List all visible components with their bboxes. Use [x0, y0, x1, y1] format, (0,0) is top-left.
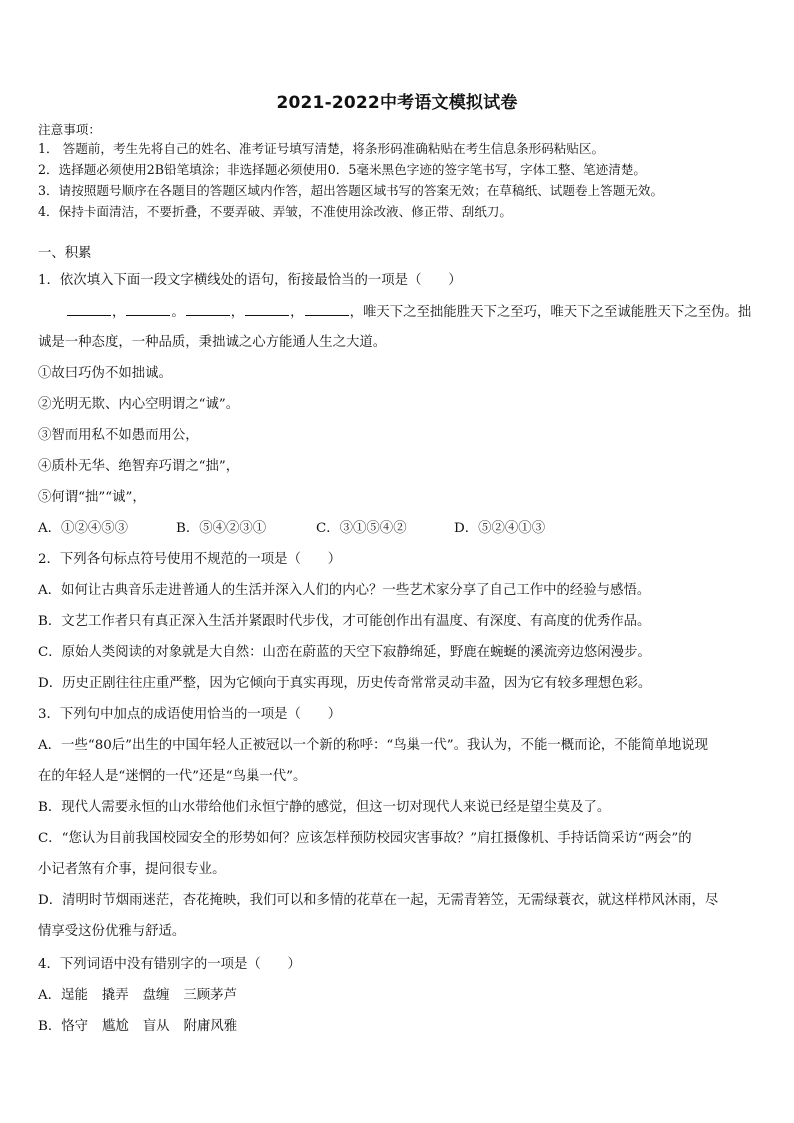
option-c-line-2: 小记者煞有介事，提问很专业。: [38, 862, 226, 877]
question-1-options: [38, 520, 758, 538]
word: 附庸风雅: [183, 1019, 238, 1034]
fill-blank: [305, 303, 349, 316]
question-1-stem: 1．依次填入下面一段文字横线处的语句，衔接最恰当的一项是（ ）: [38, 273, 462, 288]
fill-blank: [126, 303, 170, 316]
option-d: D．⑤②④①③: [454, 521, 546, 536]
question-1-item: ④质朴无华、绝智弃巧谓之“拙”，: [38, 459, 240, 474]
notice-item: 1． 答题前，考生先将自己的姓名、准考证号填写清楚，将条形码准确粘贴在考生信息条形码粘贴区。: [38, 141, 605, 156]
page-title: 2021-2022中考语文模拟试卷: [276, 93, 518, 113]
fill-blank: [67, 303, 111, 316]
option-d-line-1: D．清明时节烟雨迷茫，杏花掩映，我们可以和多情的花草在一起，无需青箬笠，无需绿蓑衣，就这样栉风沐雨，尽: [38, 893, 719, 908]
fill-blank: [186, 303, 230, 316]
option-a: A．如何让古典音乐走进普通人的生活并深入人们的内心？一些艺术家分享了自己工作中的经验与感悟。: [38, 583, 651, 598]
notice-heading: 注意事项：: [38, 122, 101, 137]
option-a-line-1: A．一些“80后”出生的中国年轻人正被冠以一个新的称呼：“鸟巢一代”。我认为，不能一概而论，不能简单地说现: [38, 738, 709, 753]
question-2-stem: 2．下列各句标点符号使用不规范的一项是（ ）: [38, 552, 342, 567]
word: 尴尬: [102, 1019, 129, 1034]
question-4-stem: 4．下列词语中没有错别字的一项是（ ）: [38, 957, 301, 972]
option-b: B．现代人需要永恒的山水带给他们永恒宁静的感觉，但这一切对现代人来说已经是望尘莫及了。: [38, 800, 611, 815]
question-1-passage-line-1: [38, 303, 786, 322]
notice-item: 4．保持卡面清洁，不要折叠，不要弄破、弄皱，不准使用涂改液、修正带、刮纸刀。: [38, 204, 512, 219]
word: 恪守: [61, 1019, 89, 1034]
option-a: A．①②④⑤③: [38, 521, 129, 536]
option-b: B．文艺工作者只有真正深入生活并紧跟时代步伐，才可能创作出有温度、有深度、有高度的优秀作品。: [38, 614, 651, 629]
question-1-item: ②光明无欺、内心空明谓之“诚”。: [38, 397, 240, 412]
passage-text: ，唯天下之至拙能胜天下之至巧，唯天下之至诚能胜天下之至伪。拙: [349, 305, 752, 320]
option-c: C．原始人类阅读的对象就是大自然：山峦在蔚蓝的天空下寂静绵延，野鹿在蜿蜒的溪流旁边悠闲漫步。: [38, 645, 651, 660]
word: 盘缠: [142, 988, 170, 1003]
word: 三顾茅芦: [183, 988, 237, 1003]
question-1-item: ③智而用私不如愚而用公，: [38, 428, 199, 443]
question-1-item: ⑤何谓“拙”“诚”，: [38, 490, 146, 505]
option-label: B．: [38, 1019, 62, 1034]
option-a: [38, 987, 758, 1005]
blank-separator: 。: [171, 305, 185, 320]
fill-blank: [245, 303, 289, 316]
option-d-line-2: 情享受这份优雅与舒适。: [38, 924, 186, 939]
section-heading: 一、积累: [38, 246, 92, 261]
blank-separator: ，: [230, 305, 245, 320]
blank-separator: ，: [290, 305, 304, 320]
word: 逞能: [61, 988, 88, 1003]
option-a-line-2: 在的年轻人是“迷惘的一代”还是“鸟巢一代”。: [38, 769, 307, 784]
option-c-line-1: C．“您认为目前我国校园安全的形势如何？应该怎样预防校园灾害事故？”肩扛摄像机、手持话筒采访“两会”的: [38, 831, 692, 846]
option-b: [38, 1018, 758, 1036]
word: 盲从: [142, 1019, 170, 1034]
option-b: B．⑤④②③①: [176, 521, 267, 536]
option-label: A．: [38, 988, 62, 1003]
word: 撬弄: [101, 988, 129, 1003]
question-1-passage-line-2: 诚是一种态度，一种品质，秉拙诚之心方能通人生之大道。: [38, 335, 387, 350]
option-c: C．③①⑤④②: [316, 521, 407, 536]
option-d: D．历史正剧往往庄重严整，因为它倾向于真实再现，历史传奇常常灵动丰盈，因为它有较多理想色彩。: [38, 676, 652, 691]
notice-item: 2．选择题必须使用2B铅笔填涂；非选择题必须使用0．5毫米黑色字迹的签字笔书写，字体工整、笔迹清楚。: [38, 162, 647, 177]
notice-item: 3．请按照题号顺序在各题目的答题区域内作答，超出答题区域书写的答案无效；在草稿纸、试题卷上答题无效。: [38, 183, 664, 198]
question-3-stem: 3．下列句中加点的成语使用恰当的一项是（ ）: [38, 707, 342, 722]
question-1-item: ①故曰巧伪不如拙诚。: [38, 366, 172, 381]
blank-separator: ，: [112, 305, 126, 320]
